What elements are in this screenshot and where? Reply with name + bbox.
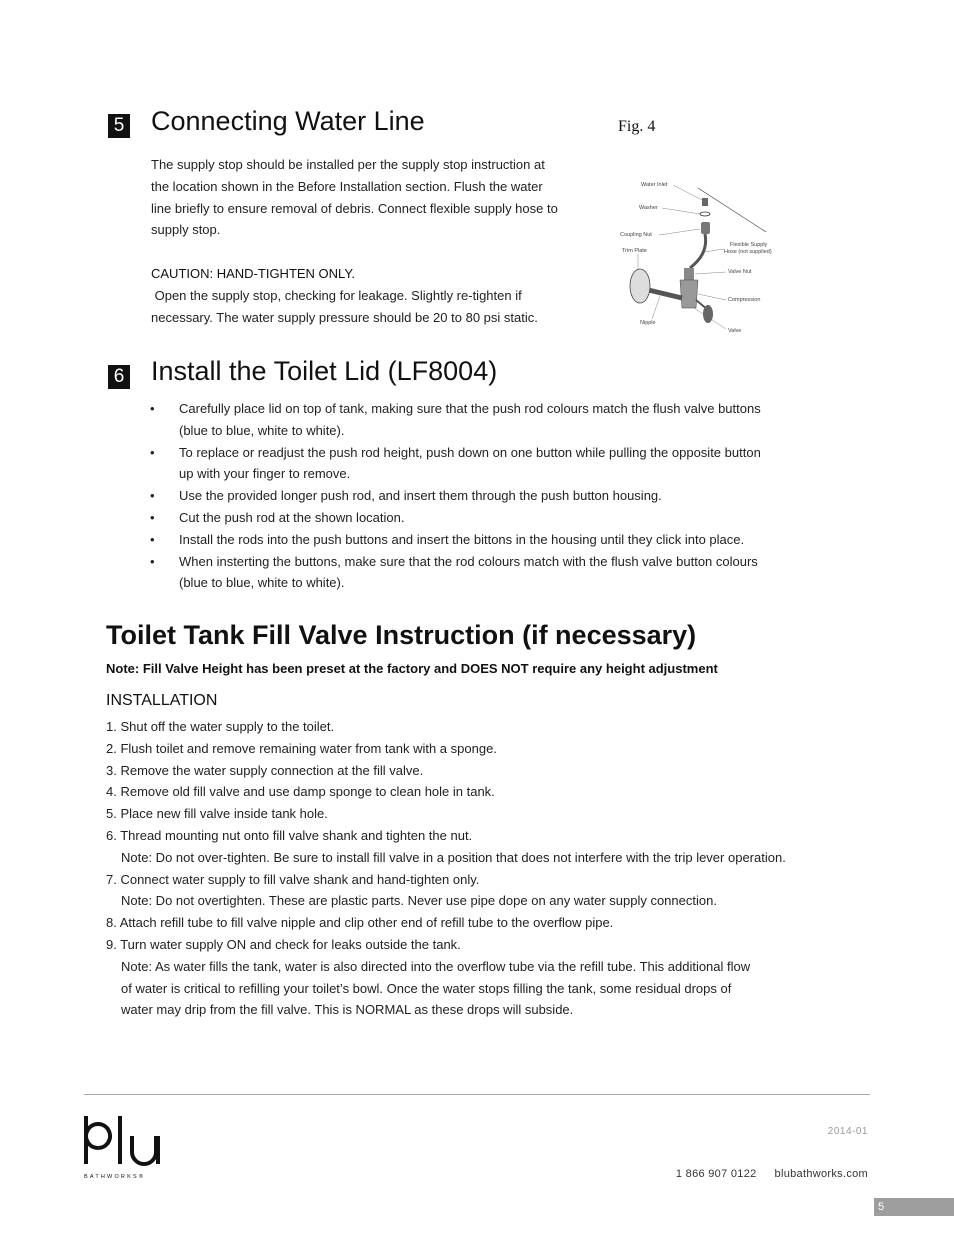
lid-instructions-list bbox=[150, 398, 830, 594]
step-number-5: 5 bbox=[108, 114, 130, 138]
text-line: Open the supply stop, checking for leakage. Slightly re-tighten if bbox=[151, 287, 522, 303]
step-note: Note: Do not overtighten. These are plastic parts. Never use pipe dope on any water supply connection. bbox=[121, 893, 717, 909]
step-line: 8. Attach refill tube to fill valve nipple and clip other end of refill tube to the overflow pipe. bbox=[106, 915, 614, 931]
label-water-inlet: Water Inlet bbox=[641, 182, 668, 188]
label-nipple: Nipple bbox=[640, 320, 656, 326]
step-line: 7. Connect water supply to fill valve shank and hand-tighten only. bbox=[106, 871, 480, 887]
installation-heading: INSTALLATION bbox=[106, 692, 218, 709]
valve-handle-shape bbox=[703, 305, 713, 323]
section-5-title: Connecting Water Line bbox=[151, 106, 425, 136]
bullet: • bbox=[150, 401, 155, 416]
item-line: (blue to blue, white to white). bbox=[179, 575, 345, 591]
bullet: • bbox=[150, 488, 155, 504]
item-line: To replace or readjust the push rod height, push down on one button while pulling the opposite button bbox=[179, 444, 761, 460]
step-line: 6. Thread mounting nut onto fill valve shank and tighten the nut. bbox=[106, 827, 473, 843]
text-line: The supply stop should be installed per the supply stop instruction at bbox=[151, 157, 545, 172]
text-line: line briefly to ensure removal of debris. Connect flexible supply hose to bbox=[151, 200, 558, 216]
label-valve-nut: Valve Nut bbox=[728, 269, 752, 275]
bullet: • bbox=[150, 509, 155, 525]
list-item bbox=[150, 485, 830, 507]
supply-connection-diagram bbox=[616, 172, 776, 342]
item-line: up with your finger to remove. bbox=[179, 466, 351, 482]
phone-number: 1 866 907 0122 bbox=[675, 1168, 757, 1180]
page-number: 5 bbox=[874, 1198, 954, 1216]
label-flexible-hose-line1: Flexible Supply bbox=[730, 242, 768, 248]
step-note: Note: Do not over-tighten. Be sure to install fill valve in a position that does not interfere with the trip lever operation. bbox=[121, 849, 786, 865]
caution-text: CAUTION: HAND-TIGHTEN ONLY. bbox=[151, 265, 355, 281]
fill-valve-title: Toilet Tank Fill Valve Instruction (if necessary) bbox=[106, 620, 697, 650]
step-line: 3. Remove the water supply connection at the fill valve. bbox=[106, 762, 424, 778]
item-line: Use the provided longer push rod, and insert them through the push button housing. bbox=[179, 488, 662, 504]
blu-bathworks-logo bbox=[84, 1116, 174, 1180]
item-line: Install the rods into the push buttons and insert the bittons in the housing until they click into place. bbox=[179, 531, 745, 547]
document-date: 2014-01 bbox=[827, 1126, 868, 1137]
label-flexible-hose-line2: Hose (not supplied) bbox=[724, 249, 772, 255]
bullet: • bbox=[150, 531, 155, 547]
text-line: supply stop. bbox=[151, 222, 221, 238]
list-item bbox=[150, 442, 830, 486]
flexible-hose-shape bbox=[690, 234, 706, 268]
step-line: 1. Shut off the water supply to the toilet. bbox=[106, 719, 335, 734]
step-line: 5. Place new fill valve inside tank hole. bbox=[106, 806, 328, 822]
figure-label: Fig. 4 bbox=[618, 118, 656, 135]
label-coupling-nut: Coupling Nut bbox=[620, 232, 652, 238]
step-line: 2. Flush toilet and remove remaining water from tank with a sponge. bbox=[106, 740, 497, 756]
list-item bbox=[150, 507, 830, 529]
item-line: When insterting the buttons, make sure that the rod colours match with the flush valve button colours bbox=[179, 553, 758, 569]
text-line: necessary. The water supply pressure should be 20 to 80 psi static. bbox=[151, 309, 538, 325]
step-line: 9. Turn water supply ON and check for leaks outside the tank. bbox=[106, 936, 461, 952]
label-compression: Compression bbox=[728, 297, 761, 303]
item-line: Cut the push rod at the shown location. bbox=[179, 509, 405, 525]
step-note: water may drip from the fill valve. This is NORMAL as these drops will subside. bbox=[121, 1002, 574, 1018]
fill-valve-note: Note: Fill Valve Height has been preset at the factory and DOES NOT require any height adjustment bbox=[106, 661, 718, 676]
contact-info bbox=[676, 1168, 868, 1180]
label-trim-plate: Trim Plate bbox=[622, 248, 647, 254]
section-5-text bbox=[151, 154, 591, 328]
label-valve: Valve bbox=[728, 328, 742, 334]
website-link[interactable]: blubathworks.com bbox=[774, 1168, 868, 1180]
coupling-nut-shape bbox=[701, 222, 710, 234]
water-inlet-shape bbox=[702, 198, 708, 206]
list-item bbox=[150, 398, 830, 442]
list-item bbox=[150, 529, 830, 551]
trim-plate-shape bbox=[630, 269, 650, 303]
bullet: • bbox=[150, 444, 155, 460]
list-item bbox=[150, 551, 830, 595]
logo-subtitle: BATHWORKS® bbox=[84, 1174, 146, 1180]
step-number-6: 6 bbox=[108, 365, 130, 389]
footer-divider bbox=[84, 1094, 870, 1095]
step-line: 4. Remove old fill valve and use damp sponge to clean hole in tank. bbox=[106, 784, 495, 800]
item-line: Carefully place lid on top of tank, making sure that the push rod colours match the flush valve buttons bbox=[179, 401, 761, 416]
item-line: (blue to blue, white to white). bbox=[179, 422, 345, 438]
text-line: the location shown in the Before Installation section. Flush the water bbox=[151, 178, 543, 194]
label-washer: Washer bbox=[639, 205, 658, 211]
step-note: Note: As water fills the tank, water is also directed into the overflow tube via the refill tube. This additional flow bbox=[121, 958, 751, 974]
installation-steps bbox=[106, 716, 826, 1021]
bullet: • bbox=[150, 553, 155, 569]
section-6-title: Install the Toilet Lid (LF8004) bbox=[151, 356, 498, 386]
washer-shape bbox=[700, 212, 710, 216]
valve-nut-shape bbox=[684, 268, 694, 280]
step-note: of water is critical to refilling your toilet’s bowl. Once the water stops filling the tank, some residual drops of bbox=[121, 980, 732, 996]
valve-shape bbox=[680, 280, 698, 308]
